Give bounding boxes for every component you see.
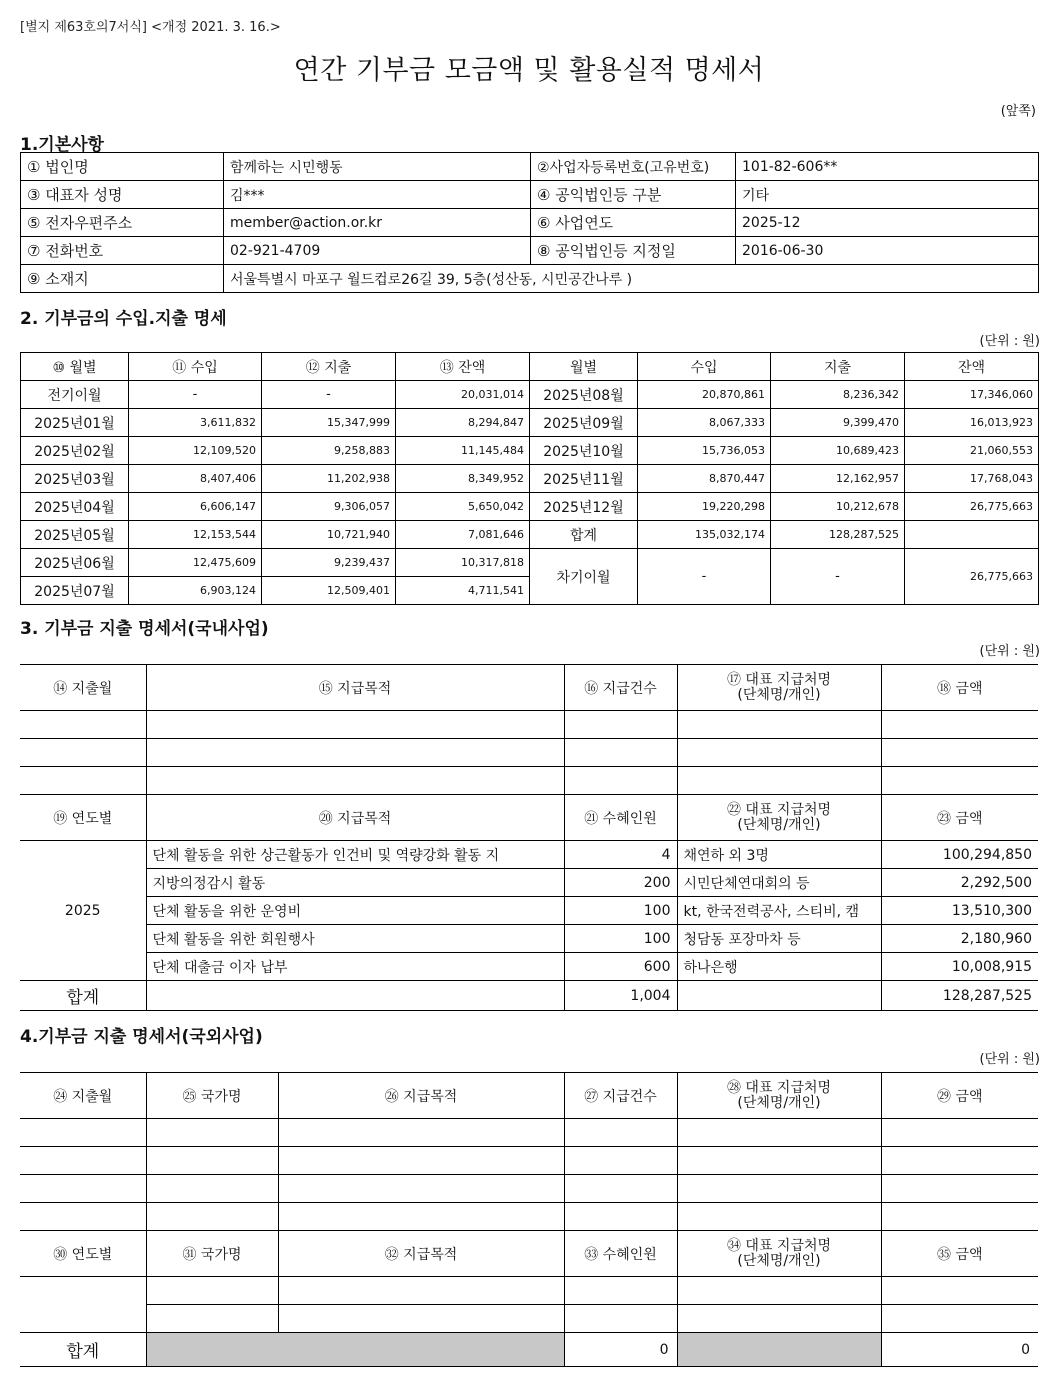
expense-cell: 12,162,957 [771,465,905,493]
total-count: 0 [564,1333,677,1367]
biz-number-value: 101-82-606** [736,153,1039,181]
col-header: ㉙ 금액 [881,1073,1038,1119]
total-expense-cell: 128,287,525 [771,521,905,549]
month-cell: 2025년12월 [530,493,638,521]
col-header: ⑪ 수입 [129,353,262,381]
month-cell: 2025년02월 [21,437,129,465]
col-header: ⑯ 지급건수 [564,665,677,711]
expense-cell: 9,399,470 [771,409,905,437]
month-cell: 전기이월 [21,381,129,409]
col-header: ㉑ 수혜인원 [564,795,677,841]
month-cell: 2025년10월 [530,437,638,465]
col-header: ㉖ 지급목적 [278,1073,564,1119]
email-value: member@action.or.kr [224,209,531,237]
table-row [20,953,1038,981]
col-header: ㉕ 국가명 [146,1073,278,1119]
amount-cell: 13,510,300 [881,897,1038,925]
total-label: 합계 [20,981,146,1011]
payee-cell: 청담동 포장마차 등 [677,925,881,953]
table-row [21,209,1039,237]
table-row [21,153,1039,181]
expense-cell: 10,212,678 [771,493,905,521]
income-cell: 6,903,124 [129,577,262,605]
section4-title: 4.기부금 지출 명세서(국외사업) [20,1027,263,1047]
balance-cell: 5,650,042 [396,493,530,521]
expense-cell: 8,236,342 [771,381,905,409]
col-header: ㉚ 연도별 [20,1231,146,1277]
corp-name-value: 함께하는 시민행동 [224,153,531,181]
balance-cell: 21,060,553 [905,437,1039,465]
col-header: 지출 [771,353,905,381]
expense-cell: 10,689,423 [771,437,905,465]
section3-unit: (단위 : 원) [979,644,1040,659]
table-header-row [20,795,1038,841]
month-cell: 2025년08월 [530,381,638,409]
amount-cell: 2,180,960 [881,925,1038,953]
table-row [20,1119,1038,1147]
total-amount: 128,287,525 [881,981,1038,1011]
col-header: 수입 [638,353,771,381]
purpose-cell: 단체 활동을 위한 운영비 [146,897,564,925]
table-header-row [21,353,1039,381]
page-side-note: (앞쪽) [1000,104,1036,119]
corp-type-label: ④ 공익법인등 구분 [531,181,736,209]
payee-cell: 시민단체연대회의 등 [677,869,881,897]
total-balance-cell [905,521,1039,549]
col-header: ⑳ 지급목적 [146,795,564,841]
balance-cell: 11,145,484 [396,437,530,465]
col-header: 잔액 [905,353,1039,381]
purpose-cell: 단체 대출금 이자 납부 [146,953,564,981]
overseas-expense-table [20,1072,1038,1367]
table-row [20,897,1038,925]
income-cell: - [129,381,262,409]
month-cell: 2025년09월 [530,409,638,437]
table-row [20,1203,1038,1231]
table-header-row [20,665,1038,711]
carry-income-cell: - [638,549,771,605]
month-cell: 2025년11월 [530,465,638,493]
purpose-cell: 단체 활동을 위한 회원행사 [146,925,564,953]
domestic-expense-table [20,664,1038,1011]
table-row [20,739,1038,767]
expense-cell: - [262,381,396,409]
month-cell: 2025년03월 [21,465,129,493]
table-row [20,841,1038,869]
col-header: ⑬ 잔액 [396,353,530,381]
table-row [20,1277,1038,1305]
col-header: 월별 [530,353,638,381]
col-header: ㉝ 수혜인원 [564,1231,677,1277]
col-header: ㉔ 지출월 [20,1073,146,1119]
income-cell: 20,870,861 [638,381,771,409]
phone-label: ⑦ 전화번호 [21,237,224,265]
income-cell: 8,870,447 [638,465,771,493]
month-cell: 2025년01월 [21,409,129,437]
balance-cell: 4,711,541 [396,577,530,605]
document-title: 연간 기부금 모금액 및 활용실적 명세서 [293,55,765,86]
payee-cell: 하나은행 [677,953,881,981]
total-row [20,1333,1038,1367]
table-row [21,549,1039,577]
income-cell: 15,736,053 [638,437,771,465]
count-cell: 100 [564,897,677,925]
expense-cell: 10,721,940 [262,521,396,549]
balance-cell: 7,081,646 [396,521,530,549]
income-cell: 12,475,609 [129,549,262,577]
table-row [21,237,1039,265]
section2-title: 2. 기부금의 수입.지출 명세 [20,309,227,329]
table-row [20,1175,1038,1203]
income-cell: 12,153,544 [129,521,262,549]
expense-cell: 9,239,437 [262,549,396,577]
expense-cell: 9,306,057 [262,493,396,521]
amount-cell: 2,292,500 [881,869,1038,897]
balance-cell: 8,294,847 [396,409,530,437]
col-header: ㉞ 대표 지급처명 (단체명/개인) [677,1231,881,1277]
designation-date-label: ⑧ 공익법인등 지정일 [531,237,736,265]
count-cell: 100 [564,925,677,953]
table-row [21,465,1039,493]
income-cell: 12,109,520 [129,437,262,465]
income-expense-table [20,352,1039,605]
total-label: 합계 [20,1333,146,1367]
col-header: ㉗ 지급건수 [564,1073,677,1119]
table-row [21,181,1039,209]
corp-type-value: 기타 [736,181,1039,209]
balance-cell: 10,317,818 [396,549,530,577]
balance-cell: 17,346,060 [905,381,1039,409]
form-reference: [별지 제63호의7서식] <개정 2021. 3. 16.> [20,20,281,35]
col-header: ⑱ 금액 [881,665,1038,711]
carry-balance-cell: 26,775,663 [905,549,1039,605]
corp-name-label: ① 법인명 [21,153,224,181]
table-row [20,925,1038,953]
section2-unit: (단위 : 원) [979,334,1040,349]
income-cell: 3,611,832 [129,409,262,437]
count-cell: 200 [564,869,677,897]
month-cell: 2025년07월 [21,577,129,605]
table-row [20,1147,1038,1175]
month-cell: 2025년06월 [21,549,129,577]
income-cell: 8,407,406 [129,465,262,493]
total-count: 1,004 [564,981,677,1011]
total-amount: 0 [881,1333,1038,1367]
payee-cell: kt, 한국전력공사, 스티비, 캠 [677,897,881,925]
table-row [21,493,1039,521]
total-income-cell: 135,032,174 [638,521,771,549]
address-value: 서울특별시 마포구 월드컵로26길 39, 5층(성산동, 시민공간나루 ) [224,265,1039,293]
col-header: ⑫ 지출 [262,353,396,381]
amount-cell: 10,008,915 [881,953,1038,981]
table-row [20,1305,1038,1333]
rep-name-label: ③ 대표자 성명 [21,181,224,209]
table-row [20,869,1038,897]
section3-title: 3. 기부금 지출 명세서(국내사업) [20,619,269,639]
purpose-cell: 단체 활동을 위한 상근활동가 인건비 및 역량강화 활동 지 [146,841,564,869]
expense-cell: 11,202,938 [262,465,396,493]
expense-cell: 9,258,883 [262,437,396,465]
balance-cell: 16,013,923 [905,409,1039,437]
rep-name-value: 김*** [224,181,531,209]
section4-unit: (단위 : 원) [979,1052,1040,1067]
phone-value: 02-921-4709 [224,237,531,265]
month-cell: 2025년05월 [21,521,129,549]
section1-title: 1.기본사항 [20,135,104,155]
purpose-cell: 지방의정감시 활동 [146,869,564,897]
fiscal-year-label: ⑥ 사업연도 [531,209,736,237]
table-header-row [20,1231,1038,1277]
payee-cell: 채연하 외 3명 [677,841,881,869]
count-cell: 4 [564,841,677,869]
table-row [20,767,1038,795]
col-header: ㉘ 대표 지급처명 (단체명/개인) [677,1073,881,1119]
table-row [21,437,1039,465]
carry-month-cell: 차기이월 [530,549,638,605]
count-cell: 600 [564,953,677,981]
col-header: ㉟ 금액 [881,1231,1038,1277]
income-cell: 6,606,147 [129,493,262,521]
col-header: ㉓ 금액 [881,795,1038,841]
col-header: ㉒ 대표 지급처명 (단체명/개인) [677,795,881,841]
col-header: ㉜ 지급목적 [278,1231,564,1277]
month-cell: 2025년04월 [21,493,129,521]
total-row [20,981,1038,1011]
table-row [21,409,1039,437]
table-row [21,381,1039,409]
col-header: ⑩ 월별 [21,353,129,381]
col-header: ⑰ 대표 지급처명 (단체명/개인) [677,665,881,711]
balance-cell: 17,768,043 [905,465,1039,493]
email-label: ⑤ 전자우편주소 [21,209,224,237]
carry-expense-cell: - [771,549,905,605]
balance-cell: 8,349,952 [396,465,530,493]
amount-cell: 100,294,850 [881,841,1038,869]
designation-date-value: 2016-06-30 [736,237,1039,265]
address-label: ⑨ 소재지 [21,265,224,293]
basic-info-table [20,152,1039,293]
col-header: ⑭ 지출월 [20,665,146,711]
income-cell: 19,220,298 [638,493,771,521]
table-header-row [20,1073,1038,1119]
expense-cell: 15,347,999 [262,409,396,437]
income-cell: 8,067,333 [638,409,771,437]
total-label-cell: 합계 [530,521,638,549]
fiscal-year-value: 2025-12 [736,209,1039,237]
balance-cell: 26,775,663 [905,493,1039,521]
expense-cell: 12,509,401 [262,577,396,605]
table-row [21,521,1039,549]
table-row [21,265,1039,293]
table-row [20,711,1038,739]
col-header: ㉛ 국가명 [146,1231,278,1277]
col-header: ⑮ 지급목적 [146,665,564,711]
year-cell: 2025 [20,841,146,981]
biz-number-label: ②사업자등록번호(고유번호) [531,153,736,181]
col-header: ⑲ 연도별 [20,795,146,841]
balance-cell: 20,031,014 [396,381,530,409]
